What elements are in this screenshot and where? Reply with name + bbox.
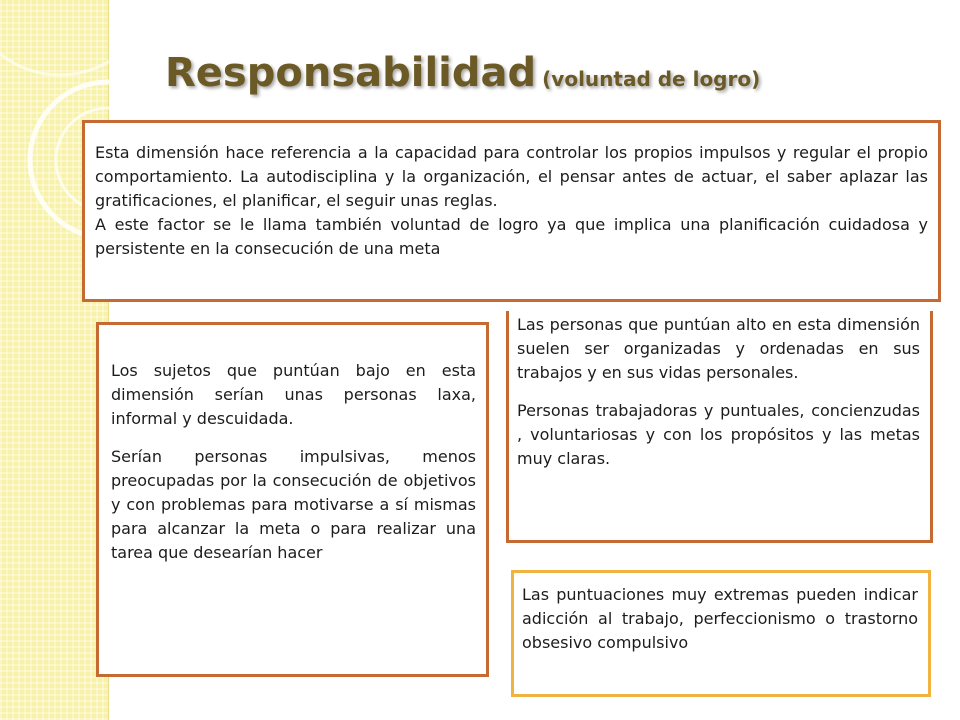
slide-title (165, 50, 760, 96)
high-score-box (506, 311, 933, 543)
high-score-paragraph-2: Personas trabajadoras y puntuales, concienzudas , voluntariosas y con los propósitos y las metas muy claras. (517, 401, 920, 468)
high-score-paragraph-1: Las personas que puntúan alto en esta dimensión suelen ser organizadas y ordenadas en sus trabajos y en sus vidas personales. (517, 315, 920, 382)
extreme-score-paragraph: Las puntuaciones muy extremas pueden indicar adicción al trabajo, perfeccionismo o trastorno obsesivo compulsivo (522, 585, 918, 652)
low-score-box (96, 322, 489, 677)
definition-paragraph-1: Esta dimensión hace referencia a la capacidad para controlar los propios impulsos y regular el propio comportamiento. La autodisciplina y la organización, el pensar antes de actuar, el saber aplazar las gratificaciones, el planificar, el seguir unas reglas. (95, 143, 928, 210)
low-score-paragraph-1: Los sujetos que puntúan bajo en esta dimensión serían unas personas laxa, informal y descuidada. (111, 361, 476, 428)
low-score-paragraph-2: Serían personas impulsivas, menos preocupadas por la consecución de objetivos y con problemas para motivarse a sí mismas para alcanzar la meta o para realizar una tarea que desearían hacer (111, 447, 476, 562)
decorative-ring-top (0, 0, 155, 75)
slide-title-main: Responsabilidad (165, 50, 537, 96)
definition-box (82, 120, 941, 302)
slide-title-subtitle: (voluntad de logro) (542, 67, 761, 91)
definition-paragraph-2: A este factor se le llama también voluntad de logro ya que implica una planificación cuidadosa y persistente en la consecución de una meta (95, 215, 928, 258)
extreme-score-box (511, 570, 931, 697)
